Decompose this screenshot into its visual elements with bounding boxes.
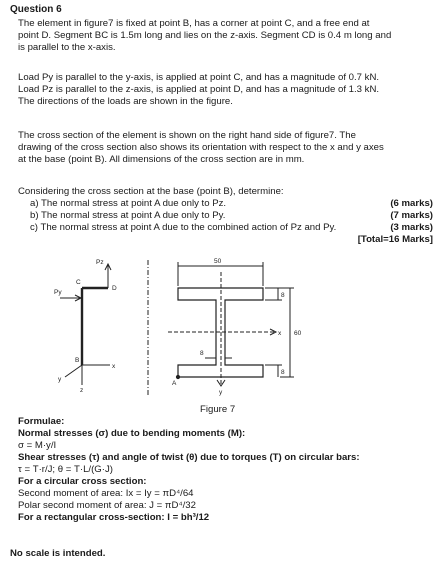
rect-heading: For a rectangular cross-section: I = bh³/12 (18, 512, 210, 523)
para3-line3: at the base (point B). All dimensions of the cross section are in mm. (18, 154, 305, 165)
normal-stress-heading: Normal stresses (σ) due to bending moments (M): (18, 428, 246, 439)
label-y: y (58, 376, 62, 383)
figure-caption: Figure 7 (200, 404, 236, 415)
total-marks: [Total=16 Marks] (357, 234, 433, 245)
no-scale-note: No scale is intended. (10, 548, 106, 559)
part-c-text: c) The normal stress at point A due to the combined action of Pz and Py. (30, 222, 337, 233)
second-moment-eq: Second moment of area: Ix = Iy = πD⁴/64 (18, 488, 194, 499)
para1-line2: point D. Segment BC is 1.5m long and lies on the z-axis. Segment CD is 0.4 m long and (18, 30, 392, 41)
part-a-marks: (6 marks) (390, 198, 433, 209)
para1-line1: The element in figure7 is fixed at point B, has a corner at point C, and a free end at (18, 18, 370, 29)
label-a: A (172, 380, 177, 387)
point-a-marker (176, 375, 179, 378)
para3-line2: drawing of the cross section also shows its orientation with respect to the x and y axes (18, 142, 384, 153)
label-dim-8-bottom: 8 (281, 369, 285, 376)
question-title: Question 6 (10, 4, 62, 15)
label-b: B (75, 357, 80, 364)
considering-text: Considering the cross section at the base (point B), determine: (18, 186, 284, 197)
label-dim-50: 50 (214, 258, 222, 265)
shear-stress-heading: Shear stresses (τ) and angle of twist (θ) due to torques (T) on circular bars: (18, 452, 360, 463)
label-sec-y: y (219, 389, 223, 396)
label-x: x (112, 363, 116, 370)
label-py: Py (54, 289, 62, 296)
para1-line3: is parallel to the x-axis. (18, 42, 116, 53)
part-c-marks: (3 marks) (390, 222, 433, 233)
para2-line3: The directions of the loads are shown in the figure. (18, 96, 233, 107)
label-c: C (76, 279, 81, 286)
y-axis (65, 365, 82, 377)
label-dim-60: 60 (294, 330, 302, 337)
part-b-marks: (7 marks) (390, 210, 433, 221)
para3-line1: The cross section of the element is shown on the right hand side of figure7. The (18, 130, 356, 141)
polar-moment-eq: Polar second moment of area: J = πD⁴/32 (18, 500, 196, 511)
label-dim-8-web: 8 (200, 350, 204, 357)
formulae-heading: Formulae: (18, 416, 65, 427)
label-dim-8-top: 8 (281, 292, 285, 299)
label-sec-x: x (278, 330, 282, 337)
para2-line2: Load Pz is parallel to the z-axis, is applied at point D, and has a magnitude of 1.3 kN. (18, 84, 380, 95)
normal-stress-eq: σ = M·y/I (18, 440, 57, 451)
part-a-text: a) The normal stress at point A due only to Pz. (30, 198, 227, 209)
shear-stress-eq: τ = T·r/J; θ = T·L/(G·J) (18, 464, 113, 475)
para2-line1: Load Py is parallel to the y-axis, is applied at point C, and has a magnitude of 0.7 kN. (18, 72, 380, 83)
label-z: z (80, 387, 84, 394)
label-pz: Pz (96, 259, 104, 266)
label-d: D (112, 285, 117, 292)
part-b-text: b) The normal stress at point A due only to Py. (30, 210, 226, 221)
circular-heading: For a circular cross section: (18, 476, 147, 487)
